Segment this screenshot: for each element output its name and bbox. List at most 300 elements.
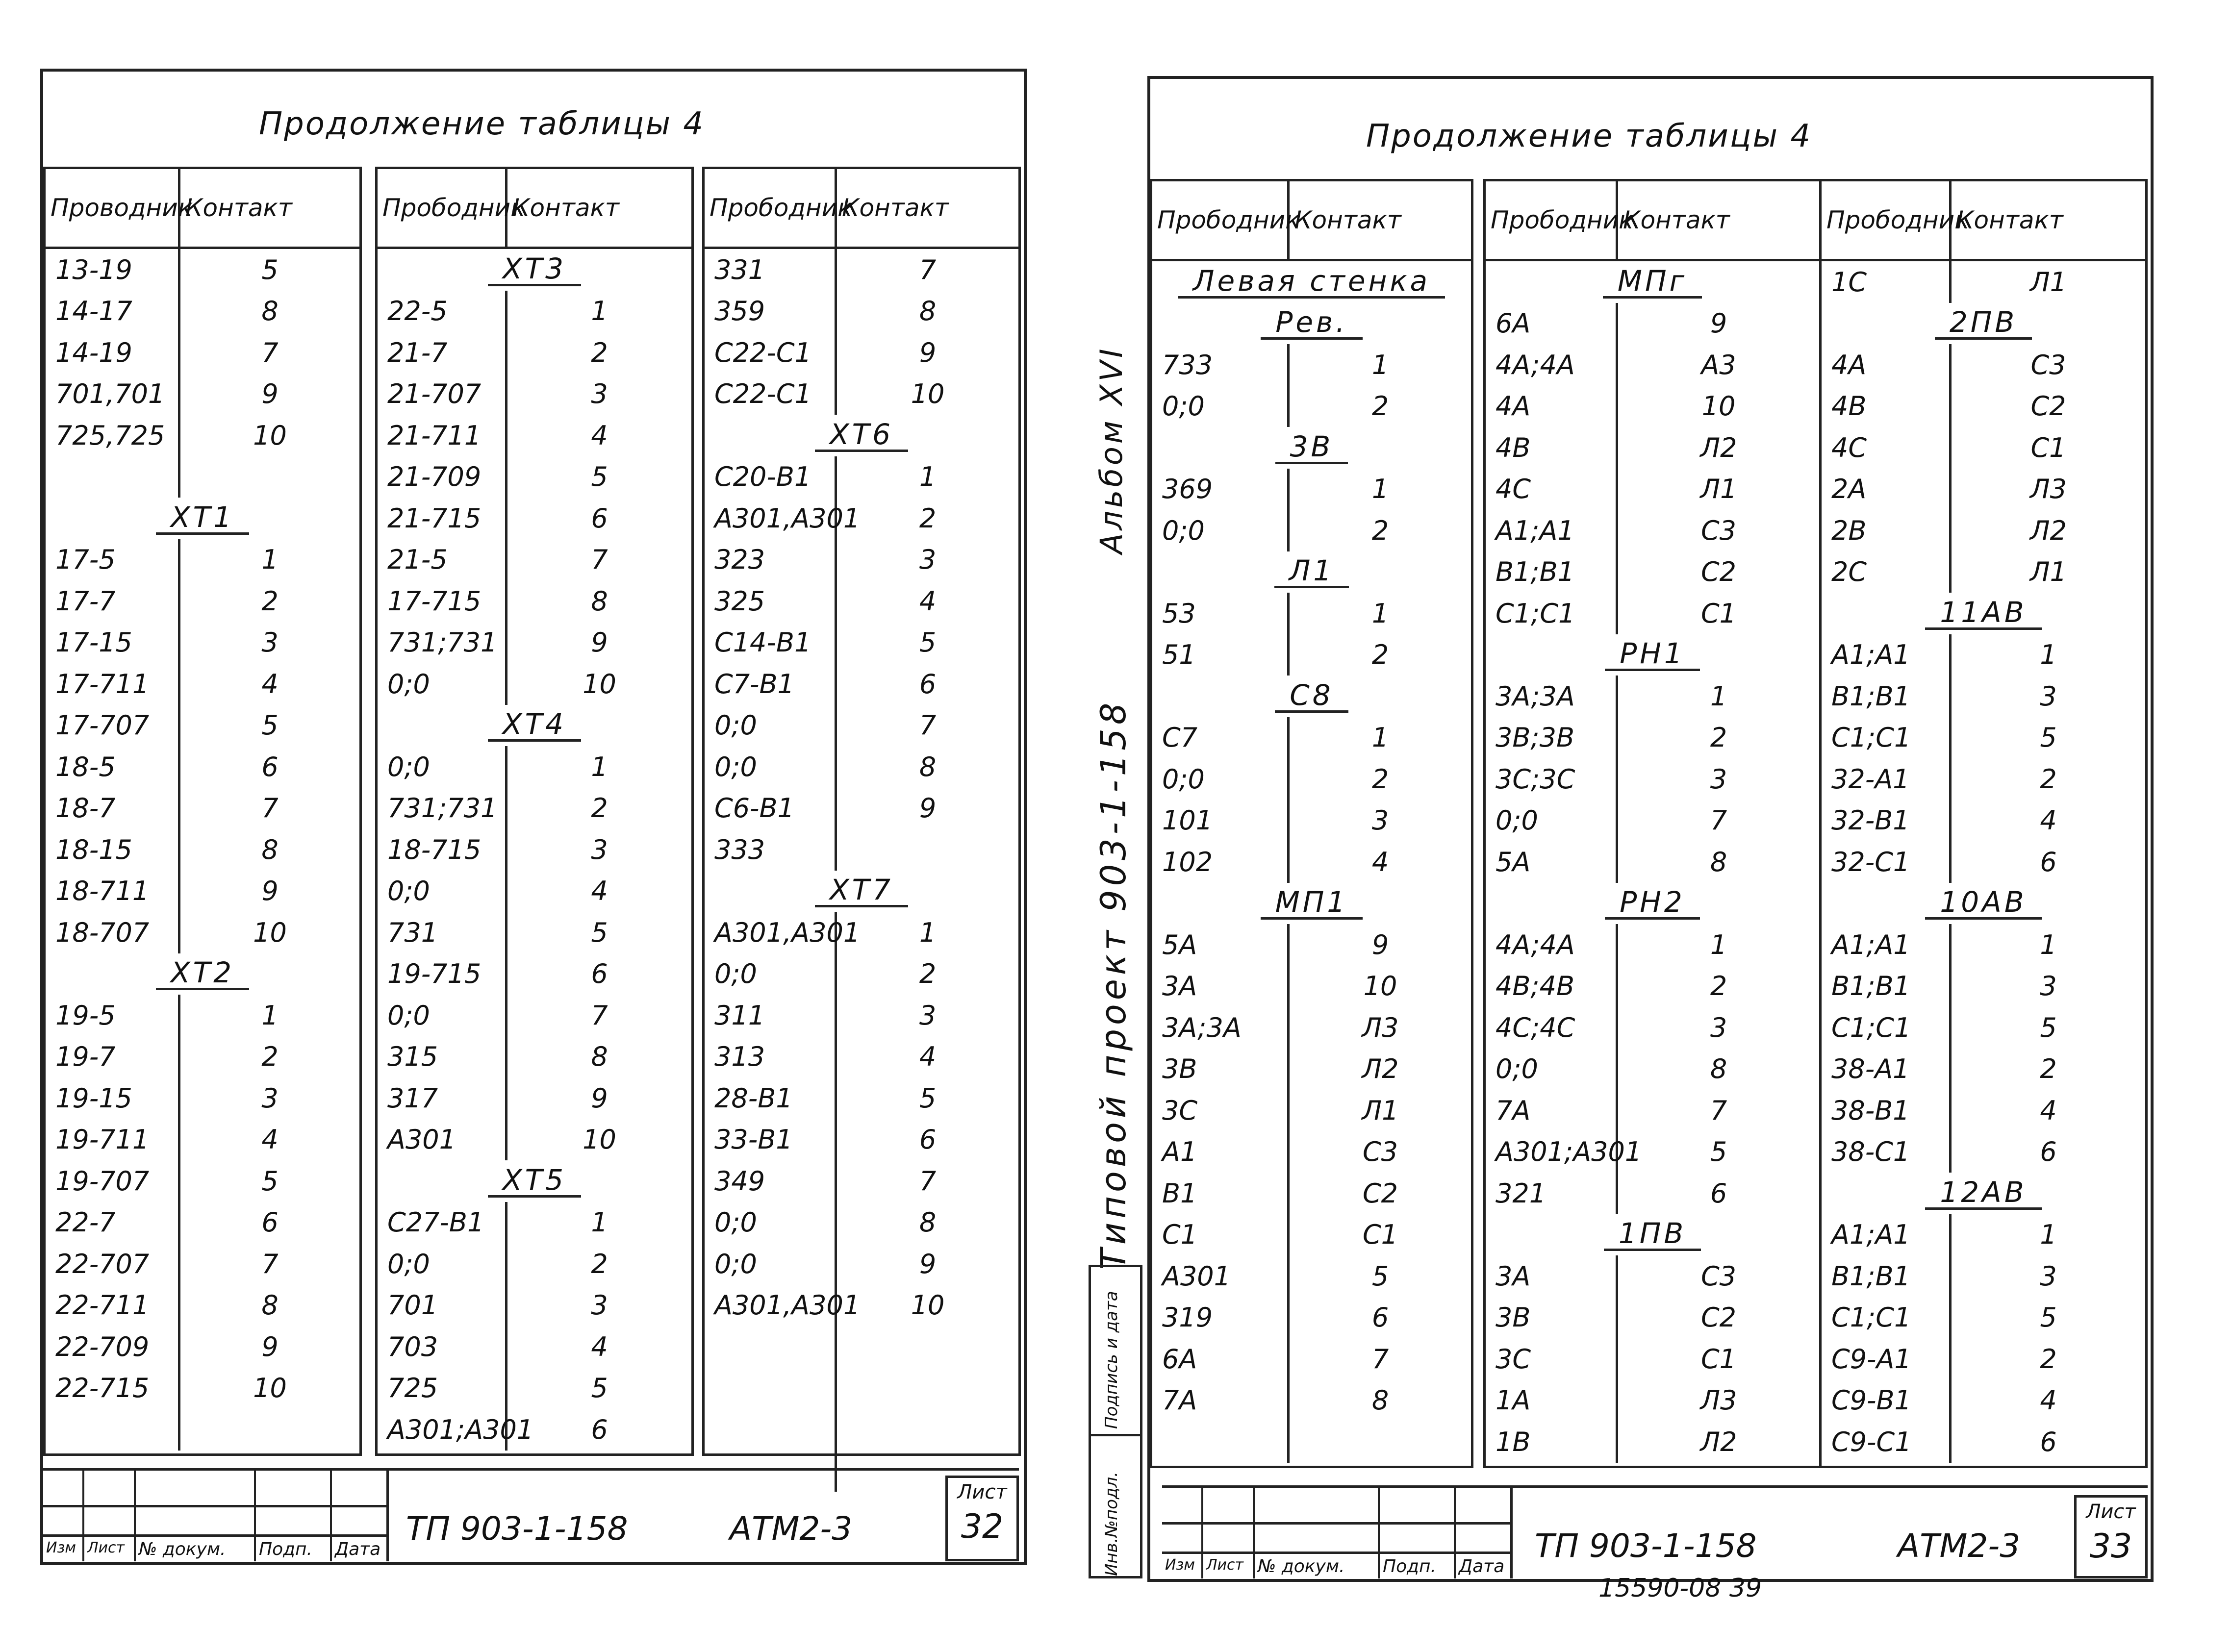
contact-cell: 8 (919, 751, 937, 782)
wire-cell: A1;A1 (1822, 1214, 1952, 1256)
r-stamp-label-list: Лист (1206, 1556, 1244, 1574)
contact-cell: 3 (919, 1000, 937, 1031)
section-label: XT6 (815, 419, 908, 452)
contact-cell: 2 (1371, 515, 1389, 546)
left-sheet-number-box (945, 1476, 1019, 1561)
project-label: Типовой проект 903-1-158 (1093, 699, 1134, 1270)
table-row (378, 291, 691, 332)
table-row (1822, 551, 2145, 593)
contact-cell: 1 (261, 1000, 279, 1031)
stamp-label-sign: Подп. (259, 1539, 312, 1559)
table-row (46, 1368, 359, 1409)
table-row (46, 456, 359, 498)
table-row (46, 374, 359, 415)
wire-cell: 17-715 (378, 580, 507, 622)
wire-cell: 0;0 (378, 663, 507, 705)
wire-cell: 22-7 (46, 1202, 180, 1244)
wire-cell: A1;A1 (1486, 510, 1618, 551)
wire-cell: 1C (1822, 261, 1952, 303)
wire-cell: 3A;3A (1486, 676, 1618, 717)
table-row (1152, 1090, 1471, 1131)
table-row (46, 249, 359, 291)
wire-cell: 0;0 (378, 1243, 507, 1285)
wire-cell: 701 (378, 1285, 507, 1327)
table-header (46, 169, 359, 249)
table-row (46, 622, 359, 664)
table-row (378, 871, 691, 912)
wire-cell: 18-15 (46, 829, 180, 871)
contact-cell: C3 (1700, 1260, 1737, 1292)
table-row (705, 788, 1018, 829)
wire-cell: 0;0 (705, 1243, 837, 1285)
wire-cell: 28-B1 (705, 1077, 837, 1119)
table-row (1822, 1297, 2145, 1339)
table-header (1822, 181, 2145, 261)
section-row (1486, 261, 1819, 303)
side-label-inv: Инв.№подл. (1102, 1472, 1121, 1576)
section-row (1152, 676, 1471, 717)
contact-cell: 8 (591, 1041, 608, 1073)
table-row (1822, 427, 2145, 469)
wire-cell (705, 1409, 837, 1451)
wire-cell: 4C (1486, 469, 1618, 510)
table-row (1152, 1338, 1471, 1380)
contact-cell: 1 (2040, 929, 2057, 960)
contact-cell: 2 (2040, 1343, 2057, 1375)
contact-cell: 7 (919, 1165, 937, 1197)
section-label: XT2 (156, 957, 249, 990)
contact-cell: C2 (1700, 1302, 1737, 1333)
wire-cell: 18-707 (46, 912, 180, 953)
wire-cell: 32-A1 (1822, 758, 1952, 800)
contact-cell: 1 (919, 461, 937, 493)
contact-cell: 1 (1371, 598, 1389, 629)
contact-cell: 7 (1710, 805, 1727, 836)
wire-cell: 7A (1152, 1380, 1290, 1422)
wire-cell: 4A (1822, 344, 1952, 386)
wire-cell: 33-B1 (705, 1119, 837, 1161)
section-row (378, 249, 691, 291)
contact-cell: 10 (1363, 971, 1397, 1002)
wire-cell: 21-707 (378, 374, 507, 415)
contact-cell: 5 (591, 461, 608, 493)
contact-cell: 3 (1371, 805, 1389, 836)
contact-cell: 6 (919, 668, 937, 700)
wire-cell: A301,A301 (705, 498, 837, 539)
wire-cell: C6-B1 (705, 788, 837, 829)
section-label: 11АВ (1925, 597, 2041, 630)
section-label: XT1 (156, 502, 249, 535)
wire-cell: 4A;4A (1486, 924, 1618, 966)
wire-cell: 1B (1486, 1421, 1618, 1463)
table-body (1152, 261, 1471, 1463)
right-sheet-label: Лист (2086, 1501, 2136, 1523)
contact-cell: 1 (2040, 1219, 2057, 1251)
contact-cell: 5 (2040, 722, 2057, 753)
wire-cell: 5A (1152, 924, 1290, 966)
left-table-3 (702, 167, 1021, 1456)
header-contact: Контакт (1294, 206, 1401, 234)
contact-cell: 6 (591, 502, 608, 534)
wire-cell: A301;A301 (1486, 1131, 1618, 1173)
section-label: 12АВ (1925, 1177, 2041, 1210)
left-sheet-label: Лист (957, 1481, 1007, 1503)
contact-cell: 5 (591, 1373, 608, 1404)
wire-cell: 0;0 (378, 746, 507, 788)
contact-cell: 4 (919, 1041, 937, 1073)
wire-cell: 1A (1486, 1380, 1618, 1422)
table-row (1822, 1007, 2145, 1049)
table-row (1486, 1007, 1819, 1049)
wire-cell: 369 (1152, 469, 1290, 510)
section-label: Левая стенка (1178, 266, 1445, 299)
contact-cell (180, 456, 359, 498)
table-row (378, 1368, 691, 1409)
contact-cell: Л2 (1700, 432, 1737, 463)
wire-cell: 3B (1152, 1049, 1290, 1090)
wire-cell: 0;0 (1152, 510, 1290, 551)
table-row (705, 1077, 1018, 1119)
table-row (378, 1285, 691, 1327)
left-title: Продолжение таблицы 4 (259, 106, 705, 142)
wire-cell: 6A (1152, 1338, 1290, 1380)
contact-cell: 5 (261, 710, 279, 741)
table-row (1152, 1380, 1471, 1422)
header-contact: Контакт (1956, 206, 2063, 234)
contact-cell: 9 (261, 876, 279, 907)
table-row (705, 580, 1018, 622)
header-wire: Прободник (1822, 181, 1952, 259)
table-row (1152, 966, 1471, 1007)
wire-cell: 18-7 (46, 788, 180, 829)
contact-cell: 10 (253, 1373, 287, 1404)
table-row (46, 539, 359, 581)
contact-cell: 5 (261, 254, 279, 285)
contact-cell: 6 (919, 1124, 937, 1155)
wire-cell: 18-715 (378, 829, 507, 871)
wire-cell: 731 (378, 912, 507, 953)
wire-cell: C9-A1 (1822, 1338, 1952, 1380)
table-row (46, 1160, 359, 1202)
contact-cell: 3 (261, 627, 279, 658)
right-stamp-doc: АТМ2-3 (1898, 1527, 2021, 1565)
section-label: РН2 (1605, 887, 1700, 920)
contact-cell: 1 (261, 544, 279, 576)
wire-cell: C1 (1152, 1214, 1290, 1256)
contact-cell: 2 (591, 1248, 608, 1279)
wire-cell: 19-707 (46, 1160, 180, 1202)
wire-cell: 17-707 (46, 705, 180, 747)
table-row (46, 291, 359, 332)
section-row (1822, 1173, 2145, 1214)
table-row (378, 580, 691, 622)
wire-cell: 0;0 (705, 746, 837, 788)
table-row (46, 663, 359, 705)
table-row (46, 912, 359, 953)
section-label: XT7 (815, 875, 908, 907)
contact-cell: 1 (1710, 680, 1727, 712)
table-row (378, 1036, 691, 1078)
wire-cell: 22-709 (46, 1326, 180, 1368)
contact-cell: 6 (591, 1414, 608, 1445)
table-row (1486, 1297, 1819, 1339)
wire-cell: B1 (1152, 1173, 1290, 1214)
table-row (378, 995, 691, 1036)
wire-cell: 38-C1 (1822, 1131, 1952, 1173)
table-row (378, 374, 691, 415)
wire-cell: 731;731 (378, 622, 507, 664)
wire-cell: 3A (1486, 1255, 1618, 1297)
wire-cell: 22-715 (46, 1368, 180, 1409)
contact-cell: 7 (591, 1000, 608, 1031)
table-row (1822, 1421, 2145, 1463)
contact-cell: 8 (261, 296, 279, 327)
contact-cell (180, 1409, 359, 1451)
table-row (1822, 1131, 2145, 1173)
contact-cell: C2 (1700, 556, 1737, 588)
contact-cell: 1 (1371, 722, 1389, 753)
table-row (1822, 386, 2145, 427)
contact-cell: 1 (1371, 474, 1389, 505)
table-row (378, 912, 691, 953)
table-row (46, 1202, 359, 1244)
contact-cell: 8 (261, 834, 279, 865)
r-stamp-label-doc: № докум. (1258, 1556, 1345, 1577)
contact-cell: 2 (919, 958, 937, 990)
contact-cell: 4 (2040, 1385, 2057, 1416)
table-row (1822, 924, 2145, 966)
right-stamp (1162, 1485, 2148, 1581)
stamp-label-doc: № докум. (139, 1539, 226, 1559)
wire-cell: 17-711 (46, 663, 180, 705)
table-row (1152, 344, 1471, 386)
table-row (705, 953, 1018, 995)
wire-cell: 323 (705, 539, 837, 581)
contact-cell: 7 (1371, 1343, 1389, 1375)
wire-cell: 317 (378, 1077, 507, 1119)
wire-cell: B1;B1 (1822, 966, 1952, 1007)
contact-cell: 8 (919, 296, 937, 327)
wire-cell: 4A;4A (1486, 344, 1618, 386)
side-label-box (1089, 1265, 1142, 1578)
wire-cell: 22-707 (46, 1243, 180, 1285)
header-wire: Прободник (378, 169, 507, 247)
header-contact: Контакт (1623, 206, 1730, 234)
contact-cell: 4 (1371, 846, 1389, 877)
wire-cell: 311 (705, 995, 837, 1036)
table-row (46, 1119, 359, 1161)
contact-cell: C3 (1700, 515, 1737, 546)
contact-cell: 8 (591, 585, 608, 617)
wire-cell: 19-15 (46, 1077, 180, 1119)
contact-cell: Л3 (1362, 1012, 1399, 1043)
contact-cell: 8 (1710, 846, 1727, 877)
right-title: Продолжение таблицы 4 (1366, 118, 1812, 154)
table-row (46, 788, 359, 829)
wire-cell: 0;0 (705, 1202, 837, 1244)
contact-cell: 5 (919, 1082, 937, 1114)
wire-cell: 319 (1152, 1297, 1290, 1339)
section-label: 10АВ (1925, 887, 2041, 920)
table-row (705, 1119, 1018, 1161)
table-header (1486, 181, 1819, 261)
wire-cell: 4B (1822, 386, 1952, 427)
header-contact: Контакт (512, 194, 619, 222)
wire-cell: 38-A1 (1822, 1049, 1952, 1090)
left-table-1 (43, 167, 362, 1456)
wire-cell: 0;0 (1152, 758, 1290, 800)
contact-cell: 6 (261, 1207, 279, 1238)
wire-cell: 331 (705, 249, 837, 291)
contact-cell: 8 (919, 1207, 937, 1238)
table-body (1822, 261, 2145, 1463)
contact-cell: 5 (2040, 1012, 2057, 1043)
table-row (1822, 717, 2145, 759)
wire-cell: B1;B1 (1822, 1255, 1952, 1297)
wire-cell: 0;0 (705, 953, 837, 995)
table-row (1152, 634, 1471, 676)
wire-cell: A1;A1 (1822, 634, 1952, 676)
wire-cell: 2B (1822, 510, 1952, 551)
section-label: XT3 (488, 253, 581, 286)
table-row (705, 1243, 1018, 1285)
table-row (705, 1326, 1018, 1368)
contact-cell: 7 (261, 337, 279, 368)
contact-cell: 1 (1710, 929, 1727, 960)
table-row (378, 415, 691, 456)
contact-cell: 3 (591, 834, 608, 865)
wire-cell: C1;C1 (1822, 1297, 1952, 1339)
wire-cell: 3B;3B (1486, 717, 1618, 759)
right-stamp-code: ТП 903-1-158 (1535, 1527, 1757, 1565)
table-row (46, 580, 359, 622)
table-row (1152, 800, 1471, 842)
section-label: 1ПВ (1604, 1218, 1701, 1251)
table-row (1152, 717, 1471, 759)
wire-cell: A1;A1 (1822, 924, 1952, 966)
contact-cell: 4 (591, 876, 608, 907)
table-row (46, 1036, 359, 1078)
table-row (46, 746, 359, 788)
table-row (705, 539, 1018, 581)
contact-cell: 10 (911, 378, 945, 410)
table-row (378, 829, 691, 871)
wire-cell: 3C (1486, 1338, 1618, 1380)
contact-cell: 9 (591, 1082, 608, 1114)
bottom-note: 15590-08 39 (1598, 1574, 1762, 1603)
contact-cell: 8 (261, 1290, 279, 1321)
contact-cell: 10 (583, 1124, 616, 1155)
table-row (378, 1202, 691, 1244)
table-row (1152, 758, 1471, 800)
section-row (705, 871, 1018, 912)
right-table-3 (1819, 179, 2148, 1468)
contact-cell: 6 (591, 958, 608, 990)
wire-cell: 0;0 (1486, 800, 1618, 842)
contact-cell: 4 (591, 1331, 608, 1362)
contact-cell: C3 (2030, 349, 2066, 380)
table-row (378, 1243, 691, 1285)
wire-cell (705, 1368, 837, 1409)
contact-cell: 4 (2040, 1095, 2057, 1126)
contact-cell: 3 (1710, 1012, 1727, 1043)
contact-cell: Л1 (1700, 474, 1737, 505)
table-row (1486, 1380, 1819, 1422)
wire-cell: 32-B1 (1822, 800, 1952, 842)
wire-cell: 21-709 (378, 456, 507, 498)
table-row (46, 829, 359, 871)
section-row (46, 498, 359, 539)
wire-cell: 321 (1486, 1173, 1618, 1214)
header-wire: Прободник (1152, 181, 1290, 259)
contact-cell: Л3 (2030, 474, 2067, 505)
wire-cell: 2A (1822, 469, 1952, 510)
table-body (46, 249, 359, 1451)
contact-cell: 2 (261, 1041, 279, 1073)
wire-cell: C1;C1 (1822, 717, 1952, 759)
contact-cell: 6 (261, 751, 279, 782)
wire-cell: 5A (1486, 841, 1618, 883)
table-row (1486, 676, 1819, 717)
contact-cell: 8 (1371, 1385, 1389, 1416)
wire-cell: 17-15 (46, 622, 180, 664)
table-row (378, 1077, 691, 1119)
wire-cell: 0;0 (705, 705, 837, 747)
left-stamp-code: ТП 903-1-158 (406, 1510, 628, 1548)
wire-cell: 22-711 (46, 1285, 180, 1327)
table-row (1486, 841, 1819, 883)
stamp-label-list: Лист (87, 1539, 125, 1556)
wire-cell: 17-5 (46, 539, 180, 581)
table-row (1486, 427, 1819, 469)
table-row (1822, 800, 2145, 842)
table-row (1486, 510, 1819, 551)
contact-cell: 6 (1371, 1302, 1389, 1333)
table-row (1822, 676, 2145, 717)
wire-cell: C7 (1152, 717, 1290, 759)
contact-cell: 2 (919, 502, 937, 534)
wire-cell: A301,A301 (705, 912, 837, 953)
table-row (378, 539, 691, 581)
contact-cell: C1 (1362, 1219, 1398, 1251)
table-row (1486, 344, 1819, 386)
wire-cell: A301;A301 (378, 1409, 507, 1451)
r-stamp-label-date: Дата (1459, 1556, 1505, 1577)
table-row (1486, 1049, 1819, 1090)
table-row (705, 291, 1018, 332)
contact-cell (837, 1326, 1018, 1368)
header-contact: Контакт (842, 194, 949, 222)
r-stamp-label-sign: Подп. (1383, 1556, 1436, 1577)
contact-cell: 7 (1710, 1095, 1727, 1126)
table-row (1486, 1131, 1819, 1173)
contact-cell: 1 (591, 296, 608, 327)
table-row (1822, 634, 2145, 676)
contact-cell: 6 (2040, 1136, 2057, 1168)
table-row (1152, 1297, 1471, 1339)
table-row (1486, 593, 1819, 634)
contact-cell: 9 (1710, 308, 1727, 339)
contact-cell: 2 (261, 585, 279, 617)
table-row (1152, 841, 1471, 883)
album-label: Альбом XVI (1093, 346, 1129, 554)
table-row (705, 249, 1018, 291)
contact-cell: Л2 (2030, 515, 2067, 546)
table-row (1486, 1173, 1819, 1214)
table-row (1152, 1131, 1471, 1173)
contact-cell: 3 (2040, 971, 2057, 1002)
table-row (1486, 469, 1819, 510)
